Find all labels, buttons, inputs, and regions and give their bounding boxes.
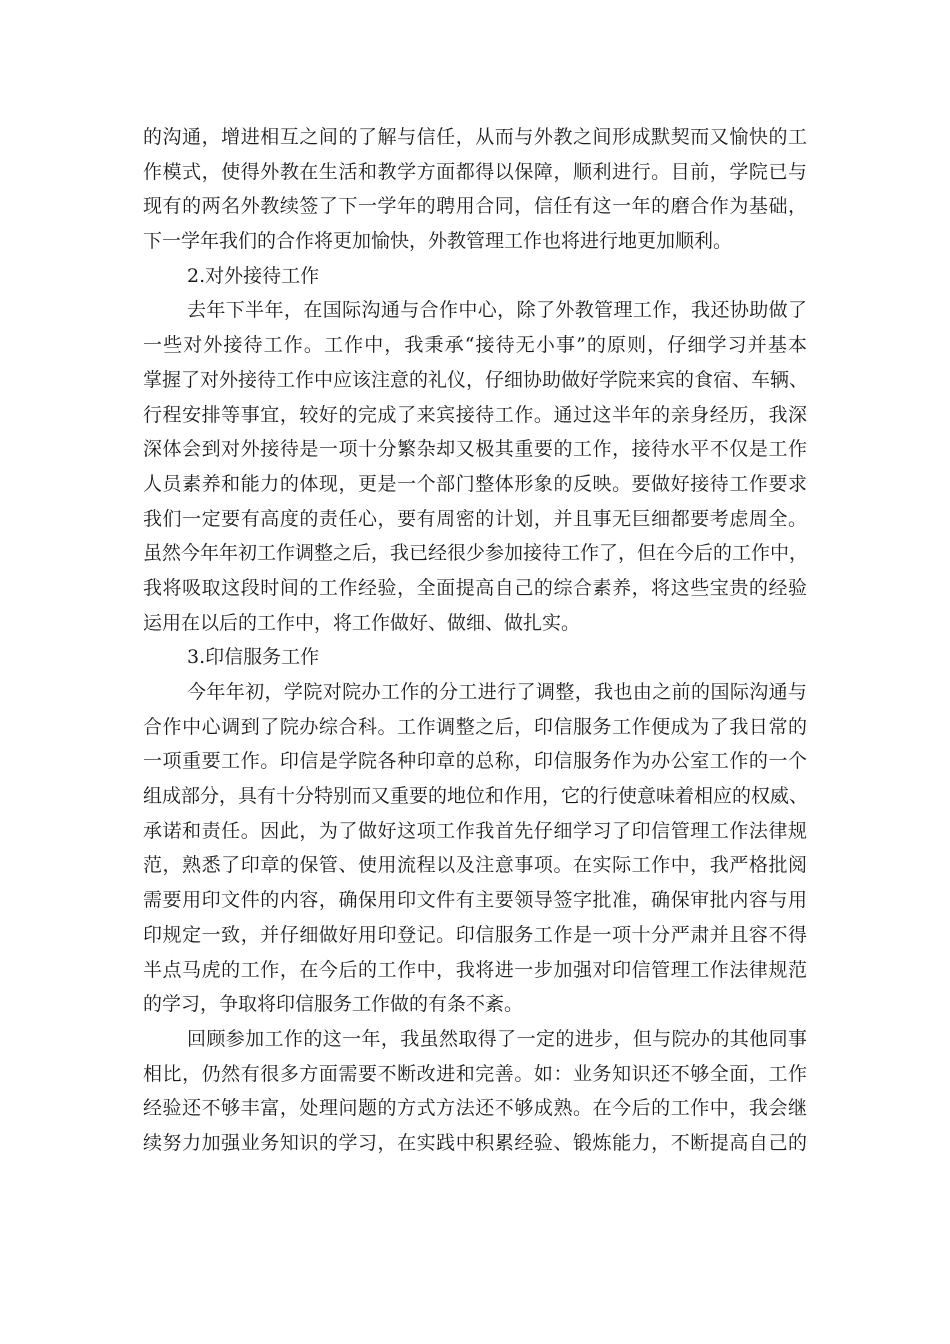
text-line: 下一学年我们的合作将更加愉快，外教管理工作也将进行地更加顺利。 — [143, 230, 733, 253]
text-line: 深体会到对外接待是一项十分繁杂却又极其重要的工作，接待水平不仅是工作 — [143, 438, 807, 461]
text-line: 运用在以后的工作中，将工作做好、做细、做扎实。 — [143, 611, 581, 634]
text-line: 范，熟悉了印章的保管、使用流程以及注意事项。在实际工作中，我严格批阅 — [143, 854, 807, 877]
text-line: 印规定一致，并仔细做好用印登记。印信服务工作是一项十分严肃并且容不得 — [143, 923, 807, 946]
text-line: 我们一定要有高度的责任心，要有周密的计划，并且事无巨细都要考虑周全。 — [143, 507, 807, 530]
text-line: 需要用印文件的内容，确保用印文件有主要领导签字批准，确保审批内容与用 — [143, 889, 807, 912]
text-line: 合作中心调到了院办综合科。工作调整之后，印信服务工作便成为了我日常的 — [143, 715, 807, 738]
section-heading: 3.印信服务工作 — [187, 646, 320, 669]
section-heading: 2.对外接待工作 — [187, 264, 320, 287]
text-line: 作模式，使得外教在生活和教学方面都得以保障，顺利进行。目前，学院已与 — [143, 160, 807, 183]
text-line: 我将吸取这段时间的工作经验，全面提高自己的综合素养，将这些宝贵的经验 — [143, 576, 807, 599]
text-line: 续努力加强业务知识的学习，在实践中积累经验、锻炼能力，不断提高自己的 — [143, 1131, 807, 1154]
text-line: 回顾参加工作的这一年，我虽然取得了一定的进步，但与院办的其他同事 — [187, 1027, 807, 1050]
text-line: 相比，仍然有很多方面需要不断改进和完善。如：业务知识还不够全面，工作 — [143, 1062, 807, 1085]
text-line: 组成部分，具有十分特别而又重要的地位和作用，它的行使意味着相应的权威、 — [143, 785, 809, 808]
text-line: 掌握了对外接待工作中应该注意的礼仪，仔细协助做好学院来宾的食宿、车辆、 — [143, 368, 809, 391]
text-line: 一项重要工作。印信是学院各种印章的总称，印信服务作为办公室工作的一个 — [143, 750, 807, 773]
text-line: 一些对外接待工作。工作中，我秉承“接待无小事”的原则，仔细学习并基本 — [143, 334, 807, 357]
text-line: 承诺和责任。因此，为了做好这项工作我首先仔细学习了印信管理工作法律规 — [143, 819, 807, 842]
text-line: 半点马虎的工作，在今后的工作中，我将进一步加强对印信管理工作法律规范 — [143, 958, 807, 981]
text-line: 行程安排等事宜，较好的完成了来宾接待工作。通过这半年的亲身经历，我深 — [143, 403, 807, 426]
text-line: 虽然今年年初工作调整之后，我已经很少参加接待工作了，但在今后的工作中， — [143, 542, 809, 565]
document-body — [143, 120, 807, 1161]
text-line: 现有的两名外教续签了下一学年的聘用合同，信任有这一年的磨合作为基础， — [143, 195, 807, 218]
text-line: 人员素养和能力的体现，更是一个部门整体形象的反映。要做好接待工作要求 — [143, 472, 807, 495]
text-line: 的沟通，增进相互之间的了解与信任，从而与外教之间形成默契而又愉快的工 — [143, 126, 807, 148]
text-line: 去年下半年，在国际沟通与合作中心，除了外教管理工作，我还协助做了 — [187, 299, 807, 322]
text-line: 今年年初，学院对院办工作的分工进行了调整，我也由之前的国际沟通与 — [187, 681, 807, 703]
text-line: 经验还不够丰富，处理问题的方式方法还不够成熟。在今后的工作中，我会继 — [143, 1097, 807, 1120]
text-line: 的学习，争取将印信服务工作做的有条不紊。 — [143, 993, 524, 1016]
